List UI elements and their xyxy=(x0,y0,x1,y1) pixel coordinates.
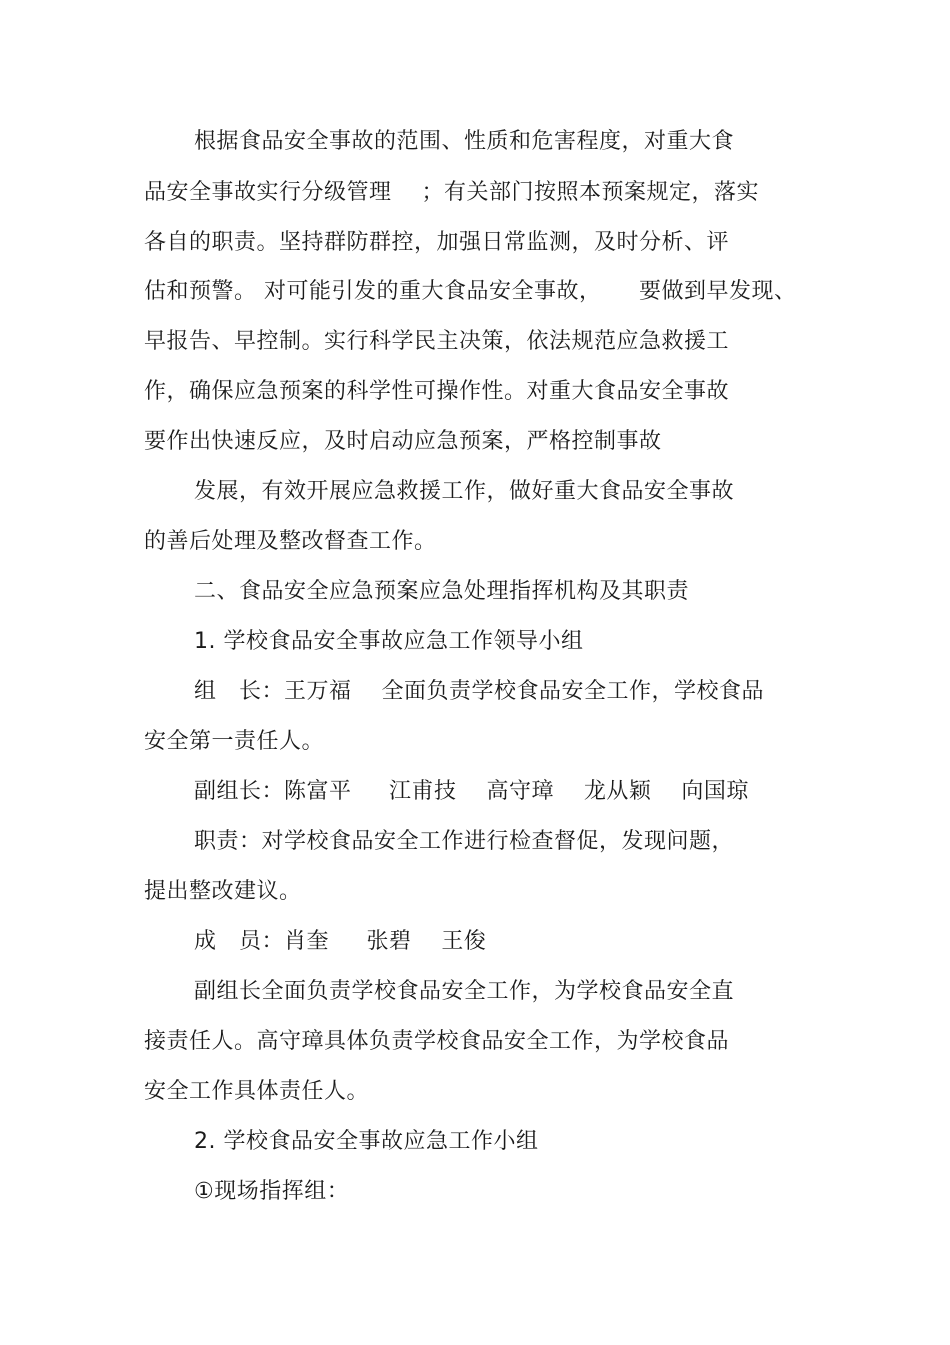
text-line-1: 根据食品安全事故的范围、性质和危害程度，对重大食 xyxy=(194,129,735,154)
text-line-responsibility: 副组长全面负责学校食品安全工作，为学校食品安全直 xyxy=(194,979,735,1004)
item-heading-1: ①现场指挥组： xyxy=(194,1179,350,1204)
text-line-6: 作，确保应急预案的科学性可操作性。对重大食品安全事故 xyxy=(144,379,730,404)
text-line-deputies: 副组长：陈富平 江甫技 高守璋 龙从颖 向国琼 xyxy=(194,779,749,804)
text-line-4: 估和预警。 对可能引发的重大食品安全事故， 要做到早发现、 xyxy=(144,279,797,304)
text-line-duties: 职责：对学校食品安全工作进行检查督促，发现问题， xyxy=(194,829,735,854)
text-line-members: 成 员：肖奎 张碧 王俊 xyxy=(194,929,487,954)
text-line-7: 要作出快速反应，及时启动应急预案，严格控制事故 xyxy=(144,429,662,454)
subsection-heading-1: 1. 学校食品安全事故应急工作领导小组 xyxy=(194,629,584,654)
text-line-5: 早报告、早控制。实行科学民主决策，依法规范应急救援工 xyxy=(144,329,730,354)
text-line-2: 品安全事故实行分级管理 ；有关部门按照本预案规定，落实 xyxy=(144,180,759,205)
text-line-8: 发展，有效开展应急救援工作，做好重大食品安全事故 xyxy=(194,479,735,504)
text-line-leader: 组 长：王万福 全面负责学校食品安全工作，学校食品 xyxy=(194,679,764,704)
text-line-leader-cont: 安全第一责任人。 xyxy=(144,729,325,754)
text-line-9: 的善后处理及整改督查工作。 xyxy=(144,529,437,554)
text-line-responsibility-cont-1: 接责任人。高守璋具体负责学校食品安全工作，为学校食品 xyxy=(144,1029,730,1054)
section-heading-2: 二、食品安全应急预案应急处理指挥机构及其职责 xyxy=(194,579,690,604)
subsection-heading-2: 2. 学校食品安全事故应急工作小组 xyxy=(194,1129,539,1154)
text-line-responsibility-cont-2: 安全工作具体责任人。 xyxy=(144,1079,370,1104)
text-line-duties-cont: 提出整改建议。 xyxy=(144,879,302,904)
text-line-3: 各自的职责。坚持群防群控，加强日常监测，及时分析、评 xyxy=(144,230,730,255)
